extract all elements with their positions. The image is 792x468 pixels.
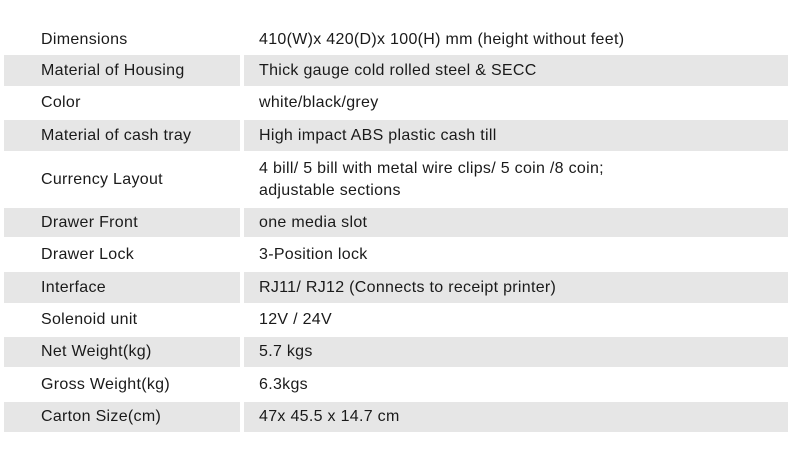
spec-row-drawer-front	[4, 208, 788, 237]
spec-label: Material of cash tray	[4, 120, 240, 151]
spec-row-material-of-housing	[4, 55, 788, 86]
spec-value: 3-Position lock	[259, 245, 368, 263]
spec-label: Currency Layout	[41, 170, 163, 188]
spec-row-solenoid-unit	[4, 303, 788, 337]
spec-row-carton-size	[4, 402, 788, 432]
spec-value: one media slot	[244, 208, 788, 237]
spec-row-interface	[4, 272, 788, 303]
spec-label: Drawer Lock	[41, 245, 135, 263]
spec-value: white/black/grey	[259, 94, 379, 111]
spec-value: 5.7 kgs	[244, 337, 788, 367]
spec-row-currency-layout	[4, 151, 788, 208]
spec-value: 6.3kgs	[259, 375, 308, 393]
spec-label: Net Weight(kg)	[4, 337, 240, 367]
spec-value: 12V / 24V	[259, 311, 332, 328]
spec-row-net-weight	[4, 337, 788, 367]
spec-value: 4 bill/ 5 bill with metal wire clips/ 5 coin /8 coin; adjustable sections	[259, 159, 604, 199]
spec-value: 410(W)x 420(D)x 100(H) mm (height without feet)	[259, 30, 625, 48]
spec-table	[4, 24, 788, 432]
spec-value: Thick gauge cold rolled steel & SECC	[244, 55, 788, 86]
spec-row-drawer-lock	[4, 237, 788, 272]
spec-row-dimensions	[4, 24, 788, 55]
spec-label: Carton Size(cm)	[4, 402, 240, 432]
spec-label: Interface	[4, 272, 240, 303]
spec-value: 47x 45.5 x 14.7 cm	[244, 402, 788, 432]
spec-label: Material of Housing	[4, 55, 240, 86]
spec-label: Drawer Front	[4, 208, 240, 237]
spec-label: Dimensions	[41, 30, 128, 48]
spec-value: High impact ABS plastic cash till	[244, 120, 788, 151]
spec-row-color	[4, 86, 788, 120]
spec-row-gross-weight	[4, 367, 788, 402]
spec-label: Gross Weight(kg)	[41, 375, 170, 393]
spec-value: RJ11/ RJ12 (Connects to receipt printer)	[244, 272, 788, 303]
spec-label: Solenoid unit	[41, 311, 138, 328]
spec-label: Color	[41, 94, 81, 111]
spec-row-material-of-cash-tray	[4, 120, 788, 151]
